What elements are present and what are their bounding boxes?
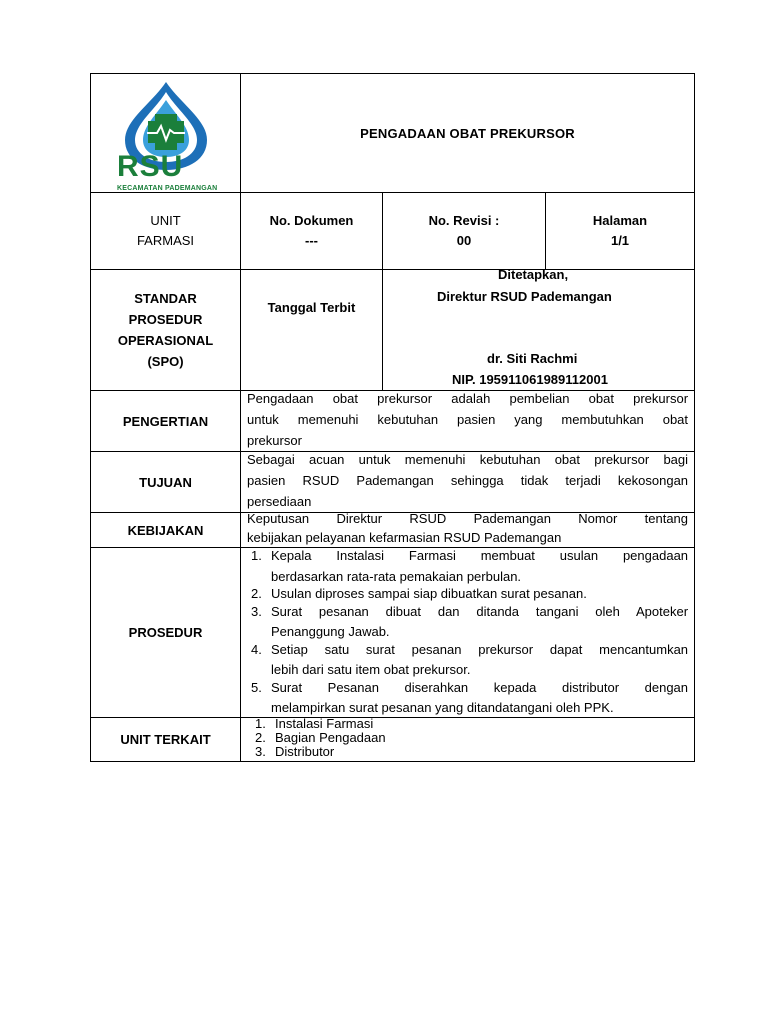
hospital-logo xyxy=(91,74,240,192)
spo-line-1: STANDAR xyxy=(134,291,197,306)
tanggal-terbit-label: Tanggal Terbit xyxy=(267,300,356,315)
prosedur-item-4-line-1: Setiap satu surat pesanan prekursor dapat mencantumkan xyxy=(271,641,689,657)
logo-cell xyxy=(91,74,241,193)
tujuan-line-3: persediaan xyxy=(247,494,312,509)
revisi-value: 00 xyxy=(456,233,472,248)
prosedur-item-3-line-1: Surat pesanan dibuat dan ditanda tangani oleh Apoteker xyxy=(271,603,689,619)
revisi-label: No. Revisi : xyxy=(428,213,500,228)
unit-cell xyxy=(91,193,241,270)
prosedur-num-2: 2. xyxy=(251,586,262,601)
unit-terkait-num-1: 1. xyxy=(255,715,266,731)
prosedur-item-2 xyxy=(247,585,688,603)
prosedur-item-4 xyxy=(247,641,688,679)
unit-terkait-content xyxy=(241,717,695,761)
signatory-nip: NIP. 195911061989112001 xyxy=(452,372,608,387)
prosedur-item-1-line-1: Kepala Instalasi Farmasi membuat usulan pengadaan xyxy=(271,548,689,563)
halaman-value: 1/1 xyxy=(610,233,630,248)
prosedur-content xyxy=(241,548,695,718)
revisi-cell xyxy=(383,193,546,270)
spo-line-2: PROSEDUR xyxy=(128,312,203,327)
prosedur-item-1-line-2: berdasarkan rata-rata pemakaian perbulan. xyxy=(271,568,522,584)
pengertian-row xyxy=(91,391,695,452)
kebijakan-content xyxy=(241,513,695,548)
prosedur-item-3 xyxy=(247,603,688,641)
prosedur-row xyxy=(91,548,695,718)
spo-document-table xyxy=(90,73,695,762)
pengertian-line-2: untuk memenuhi kebutuhan pasien yang membutuhkan obat xyxy=(247,412,689,427)
pengertian-line-3: prekursor xyxy=(247,433,302,448)
prosedur-item-3-line-2: Penanggung Jawab. xyxy=(271,624,390,639)
dokumen-value: --- xyxy=(305,233,318,248)
prosedur-num-5: 5. xyxy=(251,679,262,695)
logo-subtext: KECAMATAN PADEMANGAN xyxy=(117,185,218,192)
header-row xyxy=(91,74,695,193)
prosedur-item-5-line-2: melampirkan surat pesanan yang ditandatangani oleh PPK. xyxy=(271,700,614,715)
pengertian-label: PENGERTIAN xyxy=(91,391,241,452)
dokumen-label: No. Dokumen xyxy=(269,213,354,228)
tujuan-line-1: Sebagai acuan untuk memenuhi kebutuhan obat prekursor bagi xyxy=(247,452,689,467)
prosedur-item-1 xyxy=(247,547,688,585)
unit-terkait-text-3: Distributor xyxy=(275,743,335,759)
pengertian-line-1: Pengadaan obat prekursor adalah pembelian obat prekursor xyxy=(247,391,689,406)
prosedur-item-2-line-1: Usulan diproses sampai siap dibuatkan surat pesanan. xyxy=(271,586,587,601)
prosedur-num-4: 4. xyxy=(251,641,262,657)
prosedur-item-4-line-2: lebih dari satu item obat prekursor. xyxy=(271,662,471,677)
unit-terkait-item-2 xyxy=(255,731,694,745)
ditetapkan-cell xyxy=(383,267,695,391)
spo-cell xyxy=(91,270,241,391)
spo-line-4: (SPO) xyxy=(147,354,184,369)
halaman-cell xyxy=(546,193,695,270)
unit-terkait-item-1 xyxy=(255,717,694,731)
unit-terkait-num-2: 2. xyxy=(255,729,266,745)
prosedur-item-5-line-1: Surat Pesanan diserahkan kepada distributor dengan xyxy=(271,679,689,695)
tujuan-row xyxy=(91,452,695,513)
prosedur-num-3: 3. xyxy=(251,603,262,619)
prosedur-num-1: 1. xyxy=(251,548,262,563)
unit-terkait-item-3 xyxy=(255,745,694,759)
spo-row xyxy=(91,270,695,391)
ditetapkan-text: Ditetapkan, xyxy=(498,267,569,282)
pengertian-content xyxy=(241,391,695,452)
unit-line-2: FARMASI xyxy=(136,233,195,248)
unit-line-1: UNIT xyxy=(150,213,181,228)
prosedur-item-5 xyxy=(247,679,688,717)
unit-terkait-label: UNIT TERKAIT xyxy=(91,717,241,761)
spo-line-3: OPERASIONAL xyxy=(117,333,214,348)
prosedur-label: PROSEDUR xyxy=(91,548,241,718)
direktur-text: Direktur RSUD Pademangan xyxy=(437,289,612,304)
document-title: PENGADAAN OBAT PREKURSOR xyxy=(241,74,695,193)
unit-terkait-row xyxy=(91,717,695,761)
kebijakan-line-2: kebijakan pelayanan kefarmasian RSUD Pademangan xyxy=(247,530,562,545)
tanggal-terbit-cell xyxy=(241,270,383,391)
kebijakan-row xyxy=(91,513,695,548)
tujuan-label: TUJUAN xyxy=(91,452,241,513)
unit-terkait-text-1: Instalasi Farmasi xyxy=(275,715,374,731)
kebijakan-label: KEBIJAKAN xyxy=(91,513,241,548)
unit-terkait-num-3: 3. xyxy=(255,743,266,759)
dokumen-cell xyxy=(241,193,383,270)
kebijakan-line-1: Keputusan Direktur RSUD Pademangan Nomor tentang xyxy=(247,511,689,526)
signatory-name: dr. Siti Rachmi xyxy=(487,351,578,366)
info-row xyxy=(91,193,695,270)
tujuan-content xyxy=(241,452,695,513)
logo-text: RSU xyxy=(117,150,184,183)
unit-terkait-text-2: Bagian Pengadaan xyxy=(275,729,386,745)
halaman-label: Halaman xyxy=(592,213,648,228)
tujuan-line-2: pasien RSUD Pademangan sehingga tidak terjadi kekosongan xyxy=(247,473,689,488)
